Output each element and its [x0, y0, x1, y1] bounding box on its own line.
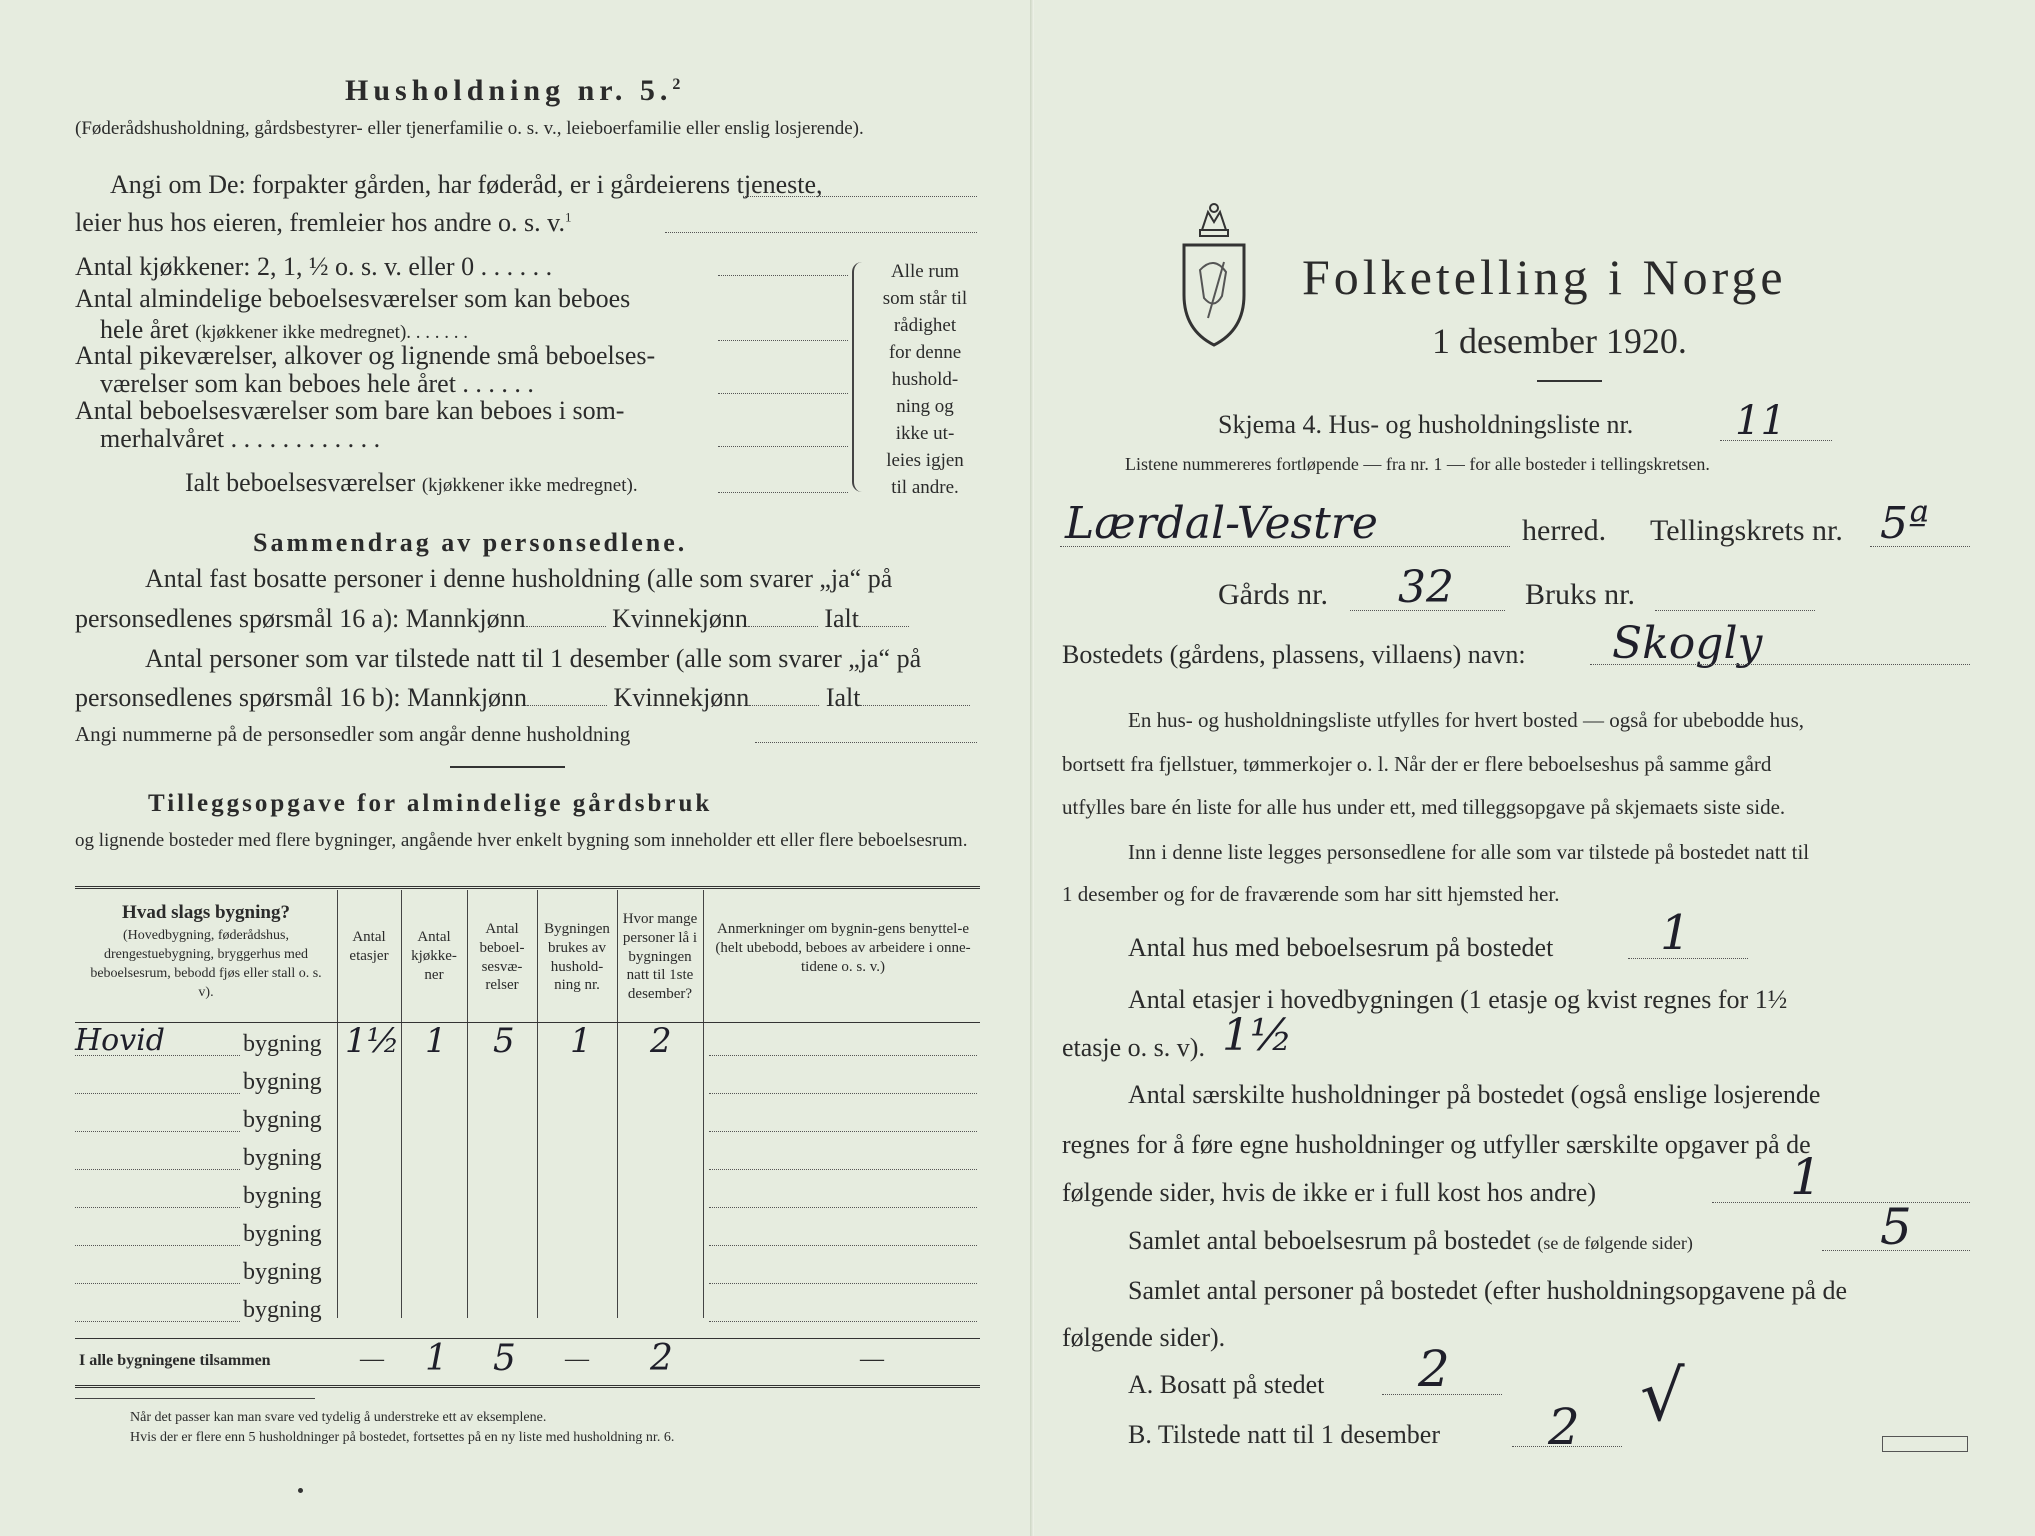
side-note-line: for denne	[888, 342, 962, 363]
total-rooms-field	[718, 492, 848, 493]
divider	[450, 766, 565, 768]
page-fold	[1030, 0, 1034, 1536]
check-mark: √	[1640, 1355, 1685, 1437]
bosted-field	[1590, 664, 1970, 665]
cell-label: bygning	[243, 1183, 322, 1209]
table-row	[75, 1101, 980, 1139]
maid-rooms-field	[718, 393, 848, 394]
table-top-rule	[75, 886, 980, 889]
kitchens-field	[718, 275, 848, 276]
total-anm: —	[860, 1346, 884, 1372]
skjema-label: Skjema 4. Hus- og husholdningsliste nr.	[1218, 410, 1634, 439]
side-note-line: ning og	[896, 396, 954, 417]
title-divider	[1537, 380, 1602, 382]
side-note-line: rådighet	[893, 315, 957, 336]
table-row	[75, 1021, 980, 1063]
bruks-field	[1655, 610, 1815, 611]
table-row	[75, 1063, 980, 1101]
building-table	[75, 890, 980, 1323]
maid-rooms-label-2: værelser som kan beboes hele året . . . . . .	[100, 369, 534, 398]
krets-value: 5ª	[1880, 498, 1929, 549]
samlet-rum-field	[1822, 1250, 1970, 1251]
ordinary-rooms-field	[718, 340, 848, 341]
footnote-rule	[75, 1398, 315, 1399]
table-row	[75, 1253, 980, 1291]
husholdn-field	[1712, 1202, 1970, 1203]
instructions-5: 1 desember og for de fraværende som har sitt hjemsted her.	[1062, 882, 1560, 906]
col-header-hush: Bygningen brukes av hushold-ning nr.	[544, 921, 610, 994]
summary-line-2: personsedlenes spørsmål 16 a): Mannkjønn Kvinnekjønn Ialt	[75, 606, 909, 632]
gards-value: 32	[1398, 562, 1454, 613]
side-note-line: leies igjen	[886, 450, 964, 471]
bruks-label: Bruks nr.	[1525, 578, 1636, 611]
ordinary-rooms-label: Antal almindelige beboelsesværelser som kan beboes	[75, 284, 631, 313]
side-note-line: Alle rum	[890, 261, 960, 282]
husholdn-line-3: følgende sider, hvis de ikke er i full kost hos andre)	[1062, 1178, 1596, 1207]
table-row	[75, 1177, 980, 1215]
samlet-pers-line-2: følgende sider).	[1062, 1323, 1226, 1352]
total-label: I alle bygningene tilsammen	[79, 1352, 271, 1369]
summer-rooms-label: Antal beboelsesværelser som bare kan beboes i som-	[75, 396, 625, 425]
ink-dot	[298, 1488, 303, 1493]
cell-label: bygning	[243, 1221, 322, 1247]
cell-label: bygning	[243, 1145, 322, 1171]
samlet-rum-value: 5	[1880, 1198, 1912, 1256]
etasjer-line-1: Antal etasjer i hovedbygningen (1 etasje og kvist regnes for 1½	[1128, 985, 1788, 1014]
bosatt-field	[1382, 1394, 1502, 1395]
supplement-subtitle: og lignende bosteder med flere bygninger, angående hver enkelt bygning som inneholder ett eller flere beboelsesrum.	[75, 830, 968, 851]
total-rooms-label: Ialt beboelsesværelser (kjøkkener ikke medregnet).	[185, 468, 638, 497]
col-header-type: Hvad slags bygning? (Hovedbygning, føderådshus, drengestuebygning, bryggerhus med beboelsesrum, bebodd fjøs eller stall o. s. v).	[90, 902, 322, 1000]
angi-line-1: Angi om De: forpakter gården, har føderåd, er i gårdeierens tjeneste,	[110, 170, 823, 199]
total-rum: 5	[493, 1338, 516, 1379]
summer-rooms-field	[718, 446, 848, 447]
cell-label: bygning	[243, 1107, 322, 1133]
col-header-anm: Anmerkninger om bygnin-gens benyttel-e (helt ubebodd, beboes av arbeidere i onne-tidene o. s. v.)	[715, 921, 971, 975]
krets-label: Tellingskrets nr.	[1650, 514, 1843, 547]
household-title: Husholdning nr. 5.$^2$	[345, 74, 686, 107]
cell-type: Hovid	[75, 1023, 165, 1058]
household-intro: (Føderådshusholdning, gårdsbestyrer- eller tjenerfamilie o. s. v., leieboerfamilie eller enslig losjerende).	[75, 118, 864, 139]
side-note-line: hushold-	[891, 369, 959, 390]
summary-line-4: personsedlenes spørsmål 16 b): Mannkjønn Kvinnekjønn Ialt	[75, 685, 970, 711]
kitchens-label: Antal kjøkkener: 2, 1, ½ o. s. v. eller 0 . . . . . .	[75, 252, 553, 281]
antal-hus-value: 1	[1660, 905, 1691, 961]
tilstede-value: 2	[1548, 1398, 1580, 1456]
samlet-rum-label: Samlet antal beboelsesrum på bostedet (se de følgende sider)	[1128, 1226, 1693, 1255]
cell-label: bygning	[243, 1297, 322, 1323]
header-rule	[75, 1022, 980, 1023]
bosted-label: Bostedets (gårdens, plassens, villaens) navn:	[1062, 640, 1526, 669]
cell-etasjer: 1½	[345, 1021, 400, 1061]
coat-of-arms-icon	[1178, 200, 1250, 350]
angi-line-2: leier hus hos eieren, fremleier hos andre o. s. v.$^1$	[75, 208, 572, 237]
herred-value: Lærdal-Vestre	[1065, 498, 1378, 549]
instructions-3: utfylles bare én liste for alle hus under ett, med tilleggsopgave på skjemaets siste side.	[1062, 795, 1786, 819]
summary-line-1: Antal fast bosatte personer i denne husholdning (alle som svarer „ja“ på	[145, 564, 893, 593]
gards-label: Gårds nr.	[1218, 578, 1328, 611]
side-note-line: ikke ut-	[895, 423, 955, 444]
total-pers: 2	[650, 1338, 673, 1379]
herred-label: herred.	[1522, 514, 1607, 547]
skjema-nr: 11	[1735, 398, 1786, 444]
ordinary-rooms-label-2: hele året (kjøkkener ikke medregnet). . . . . . .	[100, 315, 469, 344]
summary-line-3: Antal personer som var tilstede natt til 1 desember (alle som svarer „ja“ på	[145, 644, 922, 673]
cell-label: bygning	[243, 1069, 322, 1095]
samlet-pers-line-1: Samlet antal personer på bostedet (efter husholdningsopgavene på de	[1128, 1276, 1848, 1305]
instructions-1: En hus- og husholdningsliste utfylles for hvert bosted — også for ubebodde hus,	[1128, 708, 1804, 732]
maid-rooms-label: Antal pikeværelser, alkover og lignende små beboelses-	[75, 341, 656, 370]
bosted-value: Skogly	[1612, 618, 1763, 669]
angi-fill-line	[745, 196, 977, 197]
table-row	[75, 1215, 980, 1253]
husholdn-line-1: Antal særskilte husholdninger på bostedet (også enslige losjerende	[1128, 1080, 1821, 1109]
gards-field	[1350, 610, 1505, 611]
husholdn-line-2: regnes for å føre egne husholdninger og utfyller særskilte opgaver på de	[1062, 1130, 1811, 1159]
census-date: 1 desember 1920.	[1432, 321, 1687, 361]
cell-label: bygning	[243, 1259, 322, 1285]
total-etasjer: —	[360, 1346, 384, 1372]
total-kjokken: 1	[425, 1338, 448, 1379]
census-title: Folketelling i Norge	[1302, 249, 1787, 305]
cell-kjokken: 1	[425, 1021, 447, 1061]
table-row	[75, 1291, 980, 1329]
summer-rooms-label-2: merhalvåret . . . . . . . . . . . .	[100, 424, 381, 453]
tilstede-label: B. Tilstede natt til 1 desember	[1128, 1420, 1440, 1449]
numbering-note: Listene nummereres fortløpende — fra nr. 1 — for alle bosteder i tellingskretsen.	[1125, 454, 1710, 474]
total-row	[75, 1338, 980, 1382]
cell-hush: 1	[570, 1021, 592, 1061]
etasjer-value: 1½	[1222, 1010, 1293, 1061]
side-note-line: som står til	[882, 288, 968, 309]
etasjer-line-2: etasje o. s. v).	[1062, 1033, 1205, 1062]
herred-field	[1060, 546, 1510, 547]
instructions-4: Inn i denne liste legges personsedlene for alle som var tilstede på bostedet natt til	[1128, 840, 1810, 864]
footnote-1: Når det passer kan man svare ved tydelig å understreke ett av eksemplene.	[130, 1410, 547, 1425]
cell-label: bygning	[243, 1031, 322, 1057]
bosatt-value: 2	[1418, 1340, 1450, 1398]
supplement-title: Tilleggsopgave for almindelige gårdsbruk	[148, 790, 713, 817]
krets-field	[1870, 546, 1970, 547]
summary-title: Sammendrag av personsedlene.	[253, 528, 688, 557]
side-note	[870, 258, 980, 501]
table-bottom-rule	[75, 1385, 980, 1388]
person-numbers-field	[755, 742, 977, 743]
side-note-line: til andre.	[891, 477, 959, 498]
printer-stamp-icon	[1882, 1436, 1968, 1452]
total-rule	[75, 1338, 980, 1339]
table-row	[75, 1139, 980, 1177]
col-header-etasjer: Antal etasjer	[349, 929, 389, 964]
antal-hus-field	[1628, 958, 1748, 959]
cell-rum: 5	[493, 1021, 515, 1061]
bosatt-label: A. Bosatt på stedet	[1128, 1370, 1325, 1399]
col-header-rum: Antal beboel-sesvæ-relser	[479, 921, 525, 994]
antal-hus-label: Antal hus med beboelsesrum på bostedet	[1128, 933, 1554, 962]
instructions-2: bortsett fra fjellstuer, tømmerkojer o. l. Når der er flere beboelseshus på samme gård	[1062, 752, 1772, 776]
cell-pers: 2	[650, 1021, 672, 1061]
angi-fill-line-2	[665, 232, 977, 233]
col-header-pers: Hvor mange personer lå i bygningen natt til 1ste desember?	[622, 911, 698, 1002]
skjema-nr-field	[1720, 440, 1832, 441]
summary-line-5: Angi nummerne på de personsedler som angår denne husholdning	[75, 722, 631, 746]
total-hush: —	[565, 1346, 589, 1372]
col-header-kjokken: Antal kjøkke-ner	[411, 929, 457, 983]
husholdn-value: 1	[1790, 1148, 1822, 1206]
footnote-2: Hvis der er flere enn 5 husholdninger på bostedet, fortsettes på en ny liste med husholdning nr. 6.	[130, 1430, 675, 1445]
tilstede-field	[1512, 1446, 1622, 1447]
brace	[852, 262, 868, 492]
